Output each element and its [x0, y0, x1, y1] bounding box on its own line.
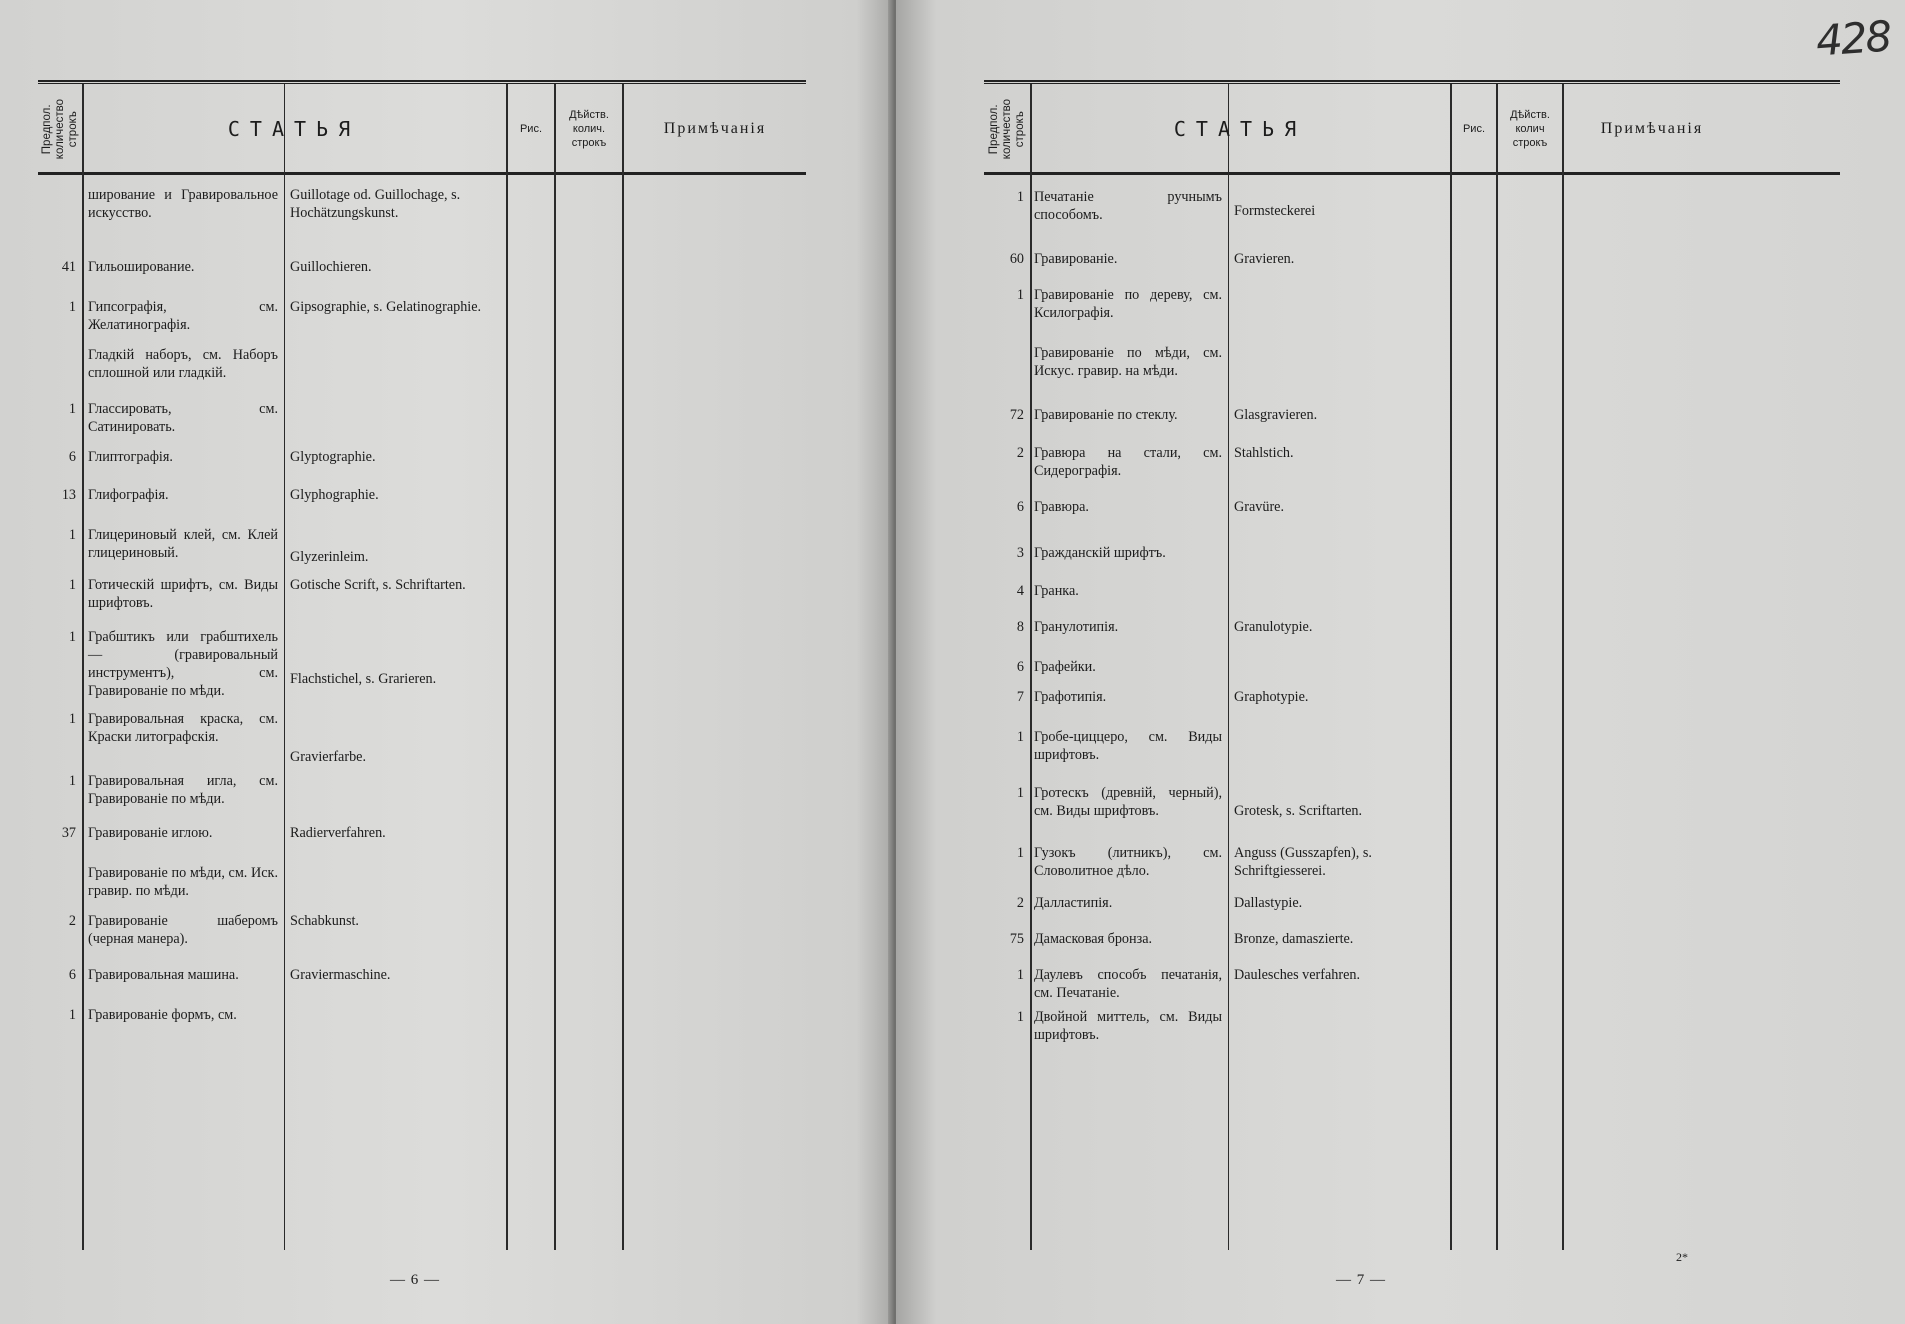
german-term: Graphotypie. — [1234, 689, 1309, 705]
line-count: 1 — [68, 711, 76, 727]
header-fig — [1452, 86, 1496, 172]
line-count: 75 — [1009, 931, 1024, 947]
header-notes — [624, 86, 806, 172]
article-term: Гравированіе. — [1034, 251, 1118, 267]
german-term: Grotesk, s. Scriftarten. — [1234, 803, 1363, 819]
column-divider — [622, 84, 624, 1250]
german-term: Granulotypie. — [1234, 619, 1313, 635]
line-count: 6 — [1016, 659, 1024, 675]
article-term: Гипсографія, см. Желатинографія. — [88, 299, 278, 333]
article-term: Графотипія. — [1034, 689, 1107, 705]
line-count: 1 — [1016, 1009, 1024, 1025]
column-divider — [554, 84, 556, 1250]
header-bottom-rule — [984, 172, 1840, 175]
line-count: 1 — [68, 401, 76, 417]
article-term: Грабштикъ или грабштихель — (гравировальный инструментъ), см. Гравированіе по мѣди. — [88, 629, 278, 699]
line-count: 1 — [68, 577, 76, 593]
column-divider — [82, 84, 84, 1250]
line-count: 2 — [68, 913, 76, 929]
header-count-label: Предпол. количество строкъ — [40, 98, 79, 160]
header-article — [84, 86, 504, 172]
article-term: Гравированіе по дереву, см. Ксилографія. — [1034, 287, 1222, 321]
german-term: Glyphographie. — [290, 487, 379, 503]
table-top-rule — [38, 80, 806, 84]
article-term: Гравированіе по мѣди, см. Искус. гравир. на мѣди. — [1034, 345, 1222, 379]
line-count: 6 — [68, 967, 76, 983]
article-term: Гранулотипія. — [1034, 619, 1119, 635]
article-term: Глицериновый клей, см. Клей глицериновый. — [88, 527, 278, 561]
header-article-label: СТАТЬЯ — [227, 117, 361, 141]
article-term: Глиптографія. — [88, 449, 173, 465]
column-divider — [284, 84, 285, 1250]
line-count: 1 — [68, 629, 76, 645]
column-divider — [1562, 84, 1564, 1250]
german-term: Glyzerinleim. — [290, 549, 369, 565]
article-term: Гравированіе шаберомъ (черная манера). — [88, 913, 278, 947]
header-count — [38, 86, 82, 172]
left-page — [0, 0, 892, 1324]
german-term: Radierverfahren. — [290, 825, 386, 841]
line-count: 1 — [68, 527, 76, 543]
german-term: Guillochieren. — [290, 259, 372, 275]
table-top-rule — [984, 80, 1840, 84]
german-term: Gravüre. — [1234, 499, 1285, 515]
article-term: Гравюра. — [1034, 499, 1089, 515]
article-term: Далластипія. — [1034, 895, 1113, 911]
page-number: — 6 — — [390, 1272, 440, 1288]
line-count: 3 — [1016, 545, 1024, 561]
article-term: Двойной миттель, см. Виды шрифтовъ. — [1034, 1009, 1222, 1043]
header-notes-label: Примѣчанія — [663, 120, 767, 137]
german-term: Gravieren. — [1234, 251, 1295, 267]
line-count: 37 — [61, 825, 76, 841]
header-article — [1032, 86, 1448, 172]
line-count: 2 — [1016, 895, 1024, 911]
article-term: Печатаніе ручнымъ способомъ. — [1034, 189, 1222, 223]
german-term: Anguss (Gusszapfen), s. Schriftgiesserei. — [1234, 845, 1372, 879]
german-term: Flachstichel, s. Grarieren. — [290, 671, 437, 687]
line-count: 4 — [1016, 583, 1024, 599]
header-fig-label: Рис. — [519, 123, 543, 135]
page-number: — 7 — — [1336, 1272, 1386, 1288]
line-count: 1 — [1016, 729, 1024, 745]
article-term: Гротескъ (древній, черный), см. Виды шрифтовъ. — [1034, 785, 1222, 819]
column-divider — [1496, 84, 1498, 1250]
german-term: Formsteckerei — [1234, 203, 1316, 219]
column-divider — [506, 84, 508, 1250]
german-term: Daulesches verfahren. — [1234, 967, 1361, 983]
article-term: Готическій шрифтъ, см. Виды шрифтовъ. — [88, 577, 278, 611]
line-count: 8 — [1016, 619, 1024, 635]
german-term: Glasgravieren. — [1234, 407, 1318, 423]
line-count: 1 — [1016, 967, 1024, 983]
german-term: Stahlstich. — [1234, 445, 1294, 461]
header-article-label: СТАТЬЯ — [1173, 117, 1307, 141]
article-term: Графейки. — [1034, 659, 1096, 675]
right-index-table — [984, 80, 1840, 1250]
line-count: 1 — [1016, 785, 1024, 801]
header-actual-label: Дѣйств. колич строкъ — [1510, 109, 1550, 149]
german-term: Gravierfarbe. — [290, 749, 367, 765]
column-divider — [1228, 84, 1229, 1250]
line-count: 7 — [1016, 689, 1024, 705]
article-term: Глассировать, см. Сатинировать. — [88, 401, 278, 435]
article-term: Гробе-циццеро, см. Виды шрифтовъ. — [1034, 729, 1222, 763]
line-count: 1 — [68, 773, 76, 789]
left-index-table — [38, 80, 806, 1250]
line-count: 72 — [1009, 407, 1024, 423]
article-term: Глифографія. — [88, 487, 169, 503]
line-count: 6 — [1016, 499, 1024, 515]
header-actual — [556, 86, 622, 172]
line-count: 1 — [1016, 287, 1024, 303]
line-count: 2 — [1016, 445, 1024, 461]
german-term: Guillotage od. Guillochage, s. Hochätzungskunst. — [290, 187, 461, 221]
right-page — [896, 0, 1905, 1324]
article-term: Гравированіе по мѣди, см. Иск. гравир. по мѣди. — [88, 865, 278, 899]
german-term: Dallastypie. — [1234, 895, 1303, 911]
line-count: 41 — [61, 259, 76, 275]
printer-signature: 2* — [1676, 1250, 1688, 1264]
column-divider — [1030, 84, 1032, 1250]
article-term: Гравюра на стали, см. Сидерографія. — [1034, 445, 1222, 479]
article-term: Гладкій наборъ, см. Наборъ сплошной или гладкій. — [88, 347, 278, 381]
article-term: Гражданскій шрифтъ. — [1034, 545, 1166, 561]
header-actual — [1498, 86, 1562, 172]
article-term: Гравировальная машина. — [88, 967, 239, 983]
article-term: Гранка. — [1034, 583, 1079, 599]
article-term: Гравировальная краска, см. Краски литографскія. — [88, 711, 278, 745]
column-divider — [1450, 84, 1452, 1250]
german-term: Schabkunst. — [290, 913, 359, 929]
header-fig — [508, 86, 554, 172]
article-term: Гильоширование. — [88, 259, 195, 275]
header-bottom-rule — [38, 172, 806, 175]
article-term: Гравированіе иглою. — [88, 825, 213, 841]
german-term: Gotische Scrift, s. Schriftarten. — [290, 577, 466, 593]
german-term: Graviermaschine. — [290, 967, 391, 983]
article-term: Дамасковая бронза. — [1034, 931, 1153, 947]
line-count: 1 — [68, 299, 76, 315]
german-term: Gipsographie, s. Gelatinographie. — [290, 299, 482, 315]
article-term: Гравированіе формъ, см. — [88, 1007, 237, 1023]
german-term: Bronze, damaszierte. — [1234, 931, 1354, 947]
article-term: Гравировальная игла, см. Гравированіе по мѣди. — [88, 773, 278, 807]
article-term: ширование и Гравировальное искусство. — [88, 187, 278, 221]
header-fig-label: Рис. — [1462, 123, 1486, 135]
header-count — [984, 86, 1030, 172]
line-count: 13 — [61, 487, 76, 503]
article-term: Гравированіе по стеклу. — [1034, 407, 1178, 423]
line-count: 1 — [68, 1007, 76, 1023]
header-notes — [1564, 86, 1740, 172]
line-count: 1 — [1016, 845, 1024, 861]
german-term: Glyptographie. — [290, 449, 376, 465]
line-count: 1 — [1016, 189, 1024, 205]
line-count: 6 — [68, 449, 76, 465]
article-term: Гузокъ (литникъ), см. Словолитное дѣло. — [1034, 845, 1222, 879]
article-term: Даулевъ способъ печатанія, см. Печатаніе. — [1034, 967, 1222, 1001]
header-count-label: Предпол. количество строкъ — [987, 98, 1026, 160]
handwritten-page-number: 428 — [1814, 11, 1892, 66]
header-actual-label: Дѣйств. колич. строкъ — [569, 109, 609, 149]
line-count: 60 — [1009, 251, 1024, 267]
header-notes-label: Примѣчанія — [1600, 120, 1704, 137]
